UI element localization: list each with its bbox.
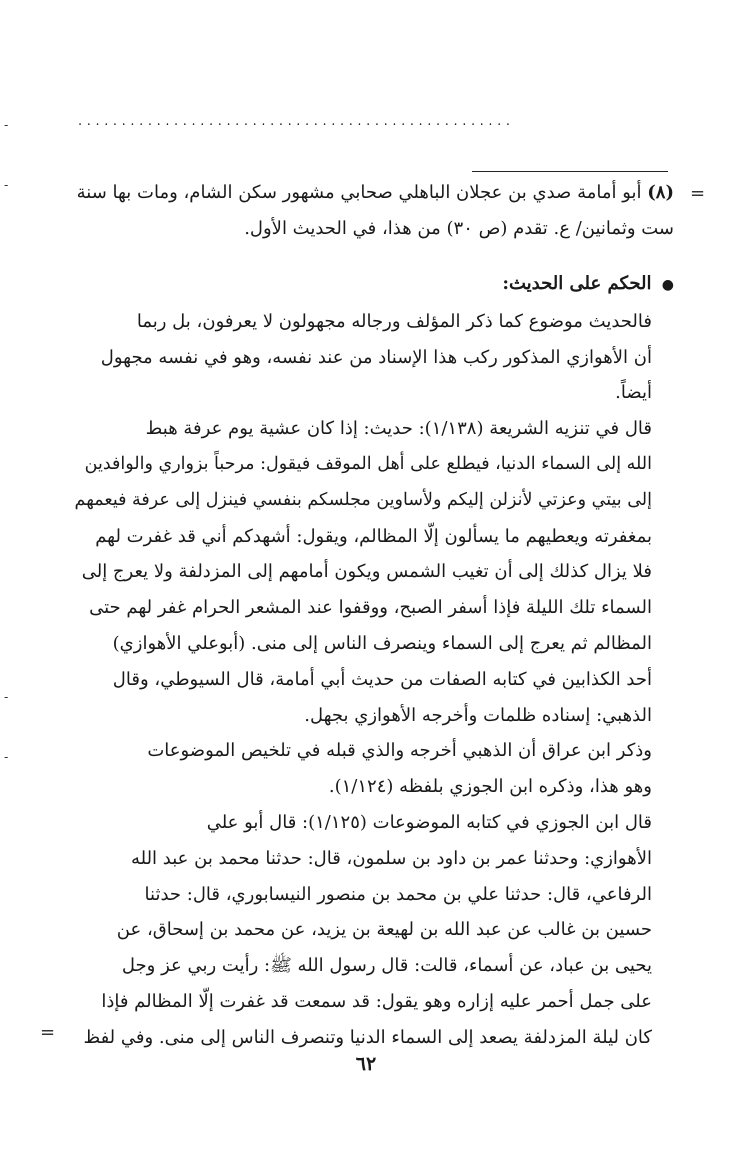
- paragraph: فالحديث موضوع كما ذكر المؤلف ورجاله مجهولون لا يعرفون، بل ربما أن الأهوازي المذكور ركب هذا الإسناد من عند نفسه، وهو في نفسه مجهول أيضاً.: [100, 310, 652, 404]
- margin-tick: -: [4, 178, 9, 192]
- page-number: ٦٢: [355, 1053, 377, 1075]
- bullet-icon: ●: [661, 277, 674, 293]
- footnote-number: (٨): [647, 182, 674, 203]
- separator-dots: ..................................................: [78, 114, 515, 129]
- paragraph: قال ابن الجوزي في كتابه الموضوعات (١/١٢٥): قال أبو علي الأهوازي: وحدثنا عمر بن داود بن سلمون، قال: حدثنا محمد بن عبد الله الرفاعي، قال: حدثنا علي بن محمد بن منصور النيسابوري، قال: حدثنا حسين بن غالب عن عبد الله بن لهيعة بن يزيد، عن محمد بن إسحاق، عن يحيى بن عباد، عن أسماء، قالت: قال رسول الله ﷺ: رأيت ربي عز وجل على جمل أحمر عليه إزاره وهو يقول: قد سمعت قد غفرت إلّا المظالم فإذا كان ليلة المزدلفة يصعد إلى السماء الدنيا وتنصرف الناس إلى منى. وفي لفظ: [83, 811, 652, 1048]
- margin-tick: -: [4, 750, 9, 764]
- paragraph: وذكر ابن عراق أن الذهبي أخرجه والذي قبله في تلخيص الموضوعات وهو هذا، وذكره ابن الجوزي بلفظه (١/١٢٤).: [147, 740, 652, 798]
- margin-tick: -: [4, 118, 9, 132]
- section-heading: ● الحكم على الحديث:: [502, 273, 674, 294]
- footnote: [74, 175, 674, 247]
- margin-tick: -: [4, 690, 9, 704]
- footnote-rule: [472, 171, 668, 172]
- footnote-line: ست وثمانين/ ع. تقدم (ص ٣٠) من هذا، في الحديث الأول.: [244, 217, 674, 239]
- continuation-mark-end: =: [40, 1022, 56, 1043]
- main-text: [74, 266, 674, 1056]
- paragraph: قال في تنزيه الشريعة (١/١٣٨): حديث: إذا كان عشية يوم عرفة هبط الله إلى السماء الدنيا، فيطلع على أهل الموقف فيقول: مرحباً بزواري والوافدين إلى بيتي وعزتي لأنزلن إليكم ولأساوين مجلسكم بنفسي فينزل إلى عرفة فيعمهم بمغفرته ويعطيهم ما يسألون إلّا المظالم، ويقول: أشهدكم أني قد غفرت لهم فلا يزال كذلك إلى أن تغيب الشمس ويكون أمامهم إلى المزدلفة ولا يعرج إلى السماء تلك الليلة فإذا أسفر الصبح، ووقفوا عند المشعر الحرام غفر لهم حتى المظالم ثم يعرج إلى السماء وينصرف الناس إلى منى. (أبوعلي الأهوازي) أحد الكذابين في كتابه الصفات من حديث أبي أمامة، قال السيوطي، وقال الذهبي: إسناده ظلمات وأخرجه الأهوازي بجهل.: [74, 418, 652, 726]
- continuation-mark-start: =: [690, 183, 706, 204]
- footnote-line: (٨) أبو أمامة صدي بن عجلان الباهلي صحابي مشهور سكن الشام، ومات بها سنة: [76, 182, 674, 203]
